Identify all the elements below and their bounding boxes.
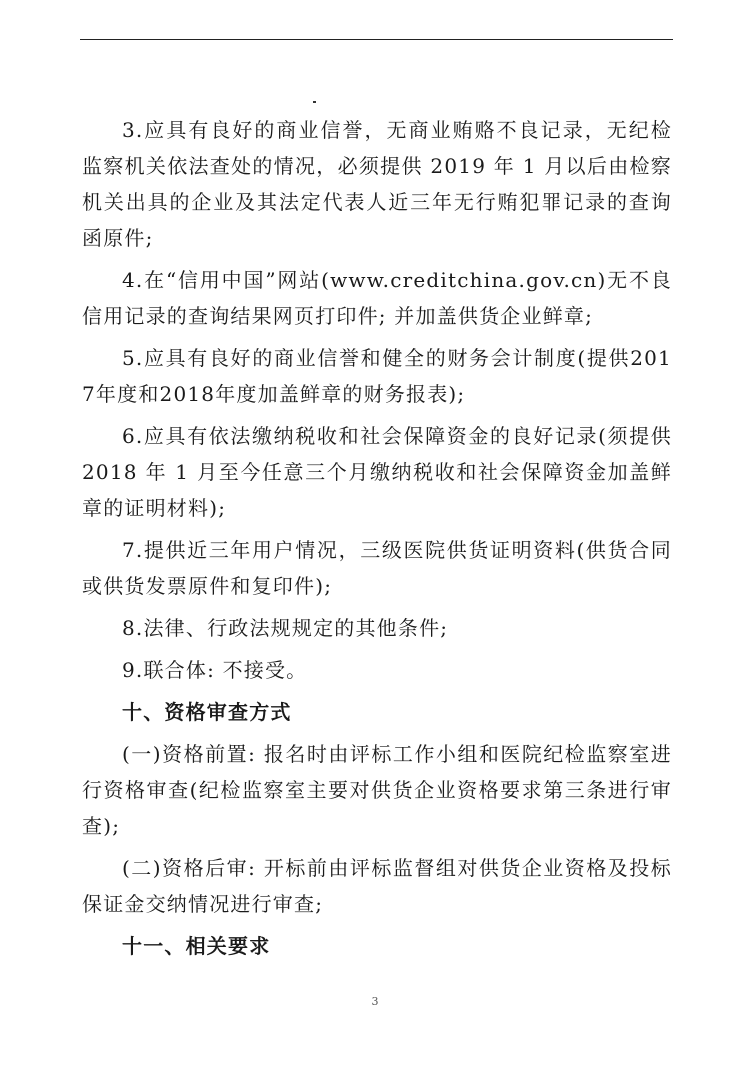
clause-5: 5.应具有良好的商业信誉和健全的财务会计制度(提供2017年度和2018年度加盖鲜章的财务报表); [82,346,672,406]
clause-3: 3.应具有良好的商业信誉，无商业贿赂不良记录，无纪检监察机关依法查处的情况，必须提供 2019 年 1 月以后由检察机关出具的企业及其法定代表人近三年无行贿犯罪记录的查询函原件; [82,118,672,250]
section-10-item-1: (一)资格前置: 报名时由评标工作小组和医院纪检监察室进行资格审查(纪检监察室主要对供货企业资格要求第三条进行审查); [82,742,672,838]
section-heading-10: 十、资格审查方式 [122,700,292,724]
section-10-item-2: (二)资格后审: 开标前由评标监督组对供货企业资格及投标保证金交纳情况进行审查; [82,856,672,916]
clause-8: 8.法律、行政法规规定的其他条件; [122,616,449,640]
speck-mark [313,101,316,103]
clause-6: 6.应具有依法缴纳税收和社会保障资金的良好记录(须提供2018 年 1 月至今任意三个月缴纳税收和社会保障资金加盖鲜章的证明材料); [82,424,672,520]
header-rule [80,39,673,40]
section-heading-11: 十一、相关要求 [122,934,271,958]
clause-7: 7.提供近三年用户情况，三级医院供货证明资料(供货合同或供货发票原件和复印件); [82,538,672,598]
clause-9: 9.联合体: 不接受。 [122,658,308,682]
page-number: 3 [371,995,379,1008]
clause-4: 4.在“信用中国”网站(www.creditchina.gov.cn)无不良信用记录的查询结果网页打印件; 并加盖供货企业鲜章; [82,268,672,328]
document-body [82,112,672,970]
